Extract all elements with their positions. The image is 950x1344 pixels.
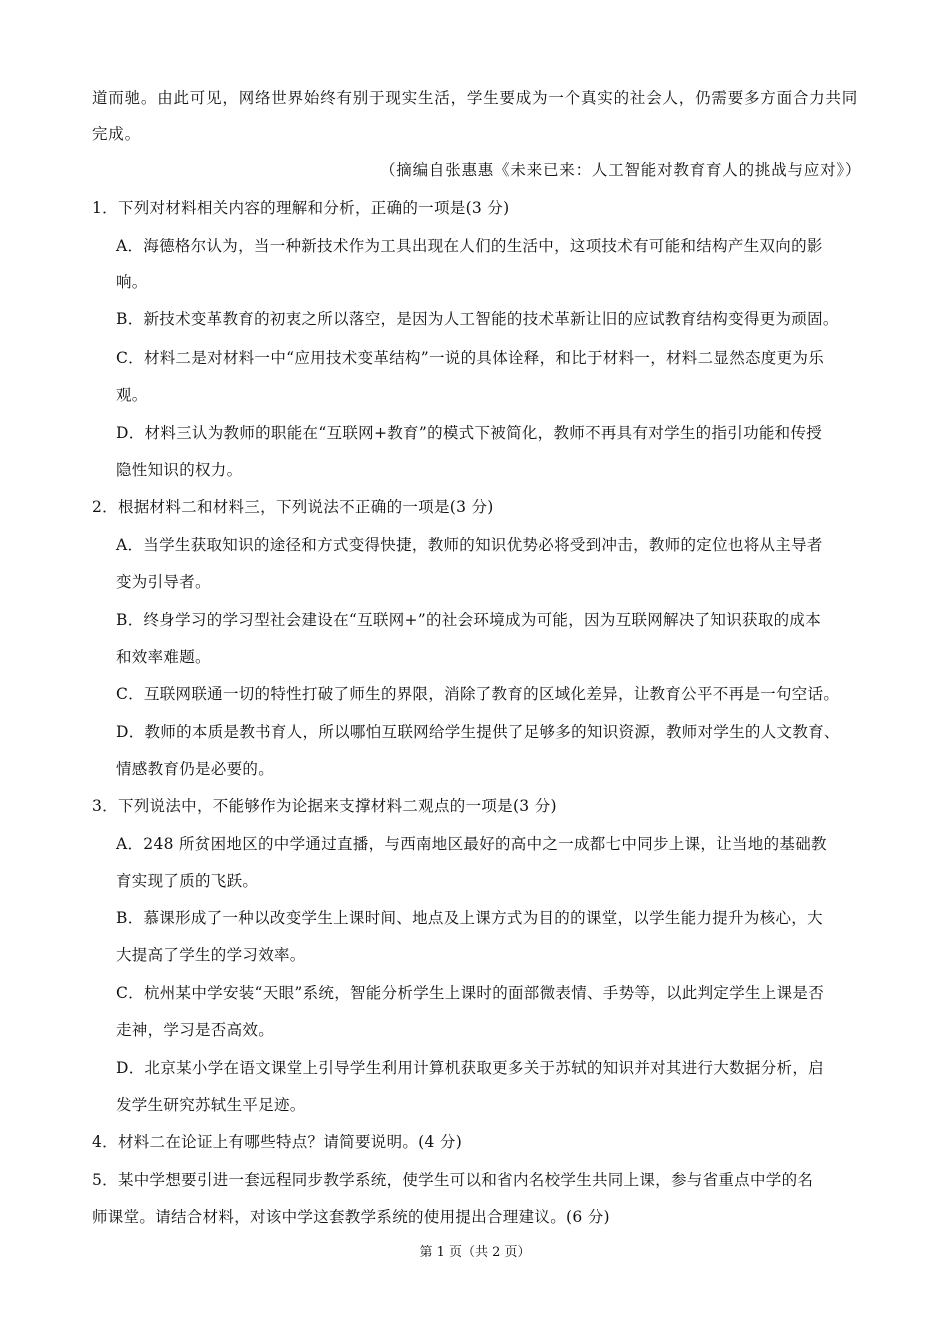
question-4-stem: 4．材料二在论证上有哪些特点？请简要说明。(4 分) bbox=[92, 1133, 463, 1151]
passage-line: 道而驰。由此可见，网络世界始终有别于现实生活，学生要成为一个真实的社会人，仍需要多方面合力共同 bbox=[92, 89, 859, 107]
q1-option-d-cont: 隐性知识的权力。 bbox=[116, 461, 243, 479]
q2-option-d-cont: 情感教育仍是必要的。 bbox=[116, 760, 275, 778]
q3-option-d: D．北京某小学在语文课堂上引导学生利用计算机获取更多关于苏轼的知识并对其进行大数据分析，启 bbox=[116, 1059, 824, 1077]
question-2-stem: 2．根据材料二和材料三，下列说法不正确的一项是(3 分) bbox=[92, 498, 494, 516]
q1-option-d: D．材料三认为教师的职能在“互联网+教育”的模式下被简化，教师不再具有对学生的指引功能和传授 bbox=[116, 424, 823, 442]
q1-option-a: A．海德格尔认为，当一种新技术作为工具出现在人们的生活中，这项技术有可能和结构产生双向的影 bbox=[116, 237, 823, 255]
q2-option-b: B．终身学习的学习型社会建设在“互联网+”的社会环境成为可能，因为互联网解决了知识获取的成本 bbox=[116, 611, 822, 629]
q2-option-d: D．教师的本质是教书育人，所以哪怕互联网给学生提供了足够多的知识资源，教师对学生的人文教育、 bbox=[116, 723, 840, 741]
q3-option-a: A．248 所贫困地区的中学通过直播，与西南地区最好的高中之一成都七中同步上课，让当地的基础教 bbox=[116, 835, 827, 853]
page-number: 第 1 页（共 2 页） bbox=[419, 1245, 531, 1260]
q3-option-a-cont: 育实现了质的飞跃。 bbox=[116, 872, 259, 890]
q2-option-c: C．互联网联通一切的特性打破了师生的界限，消除了教育的区域化差异，让教育公平不再是一句空话。 bbox=[116, 685, 840, 703]
q2-option-a: A．当学生获取知识的途径和方式变得快捷，教师的知识优势必将受到冲击，教师的定位也将从主导者 bbox=[116, 536, 823, 554]
q3-option-b: B．慕课形成了一种以改变学生上课时间、地点及上课方式为目的的课堂，以学生能力提升为核心，大 bbox=[116, 909, 823, 927]
question-5-stem: 5．某中学想要引进一套远程同步教学系统，使学生可以和省内名校学生共同上课，参与省重点中学的名 bbox=[92, 1171, 814, 1189]
q1-option-a-cont: 响。 bbox=[116, 273, 148, 291]
q3-option-c-cont: 走神，学习是否高效。 bbox=[116, 1021, 275, 1039]
question-1-stem: 1．下列对材料相关内容的理解和分析，正确的一项是(3 分) bbox=[92, 199, 510, 217]
q2-option-a-cont: 变为引导者。 bbox=[116, 573, 211, 591]
q3-option-d-cont: 发学生研究苏轼生平足迹。 bbox=[116, 1096, 306, 1114]
passage-line: 完成。 bbox=[92, 125, 141, 143]
q1-option-c: C．材料二是对材料一中“应用技术变革结构”一说的具体诠释，和比于材料一，材料二显然态度更为乐 bbox=[116, 349, 825, 367]
question-5-stem-cont: 师课堂。请结合材料，对该中学这套教学系统的使用提出合理建议。(6 分) bbox=[92, 1208, 610, 1226]
q1-option-b: B．新技术变革教育的初衷之所以落空，是因为人工智能的技术革新让旧的应试教育结构变得更为顽固。 bbox=[116, 310, 839, 328]
question-3-stem: 3．下列说法中，不能够作为论据来支撑材料二观点的一项是(3 分) bbox=[92, 797, 557, 815]
passage-source: （摘编自张惠惠《未来已来：人工智能对教育育人的挑战与应对》） bbox=[380, 161, 862, 179]
q3-option-b-cont: 大提高了学生的学习效率。 bbox=[116, 946, 306, 964]
q2-option-b-cont: 和效率难题。 bbox=[116, 648, 211, 666]
q3-option-c: C．杭州某中学安装“天眼”系统，智能分析学生上课时的面部微表情、手势等，以此判定学生上课是否 bbox=[116, 984, 825, 1002]
q1-option-c-cont: 观。 bbox=[116, 386, 148, 404]
